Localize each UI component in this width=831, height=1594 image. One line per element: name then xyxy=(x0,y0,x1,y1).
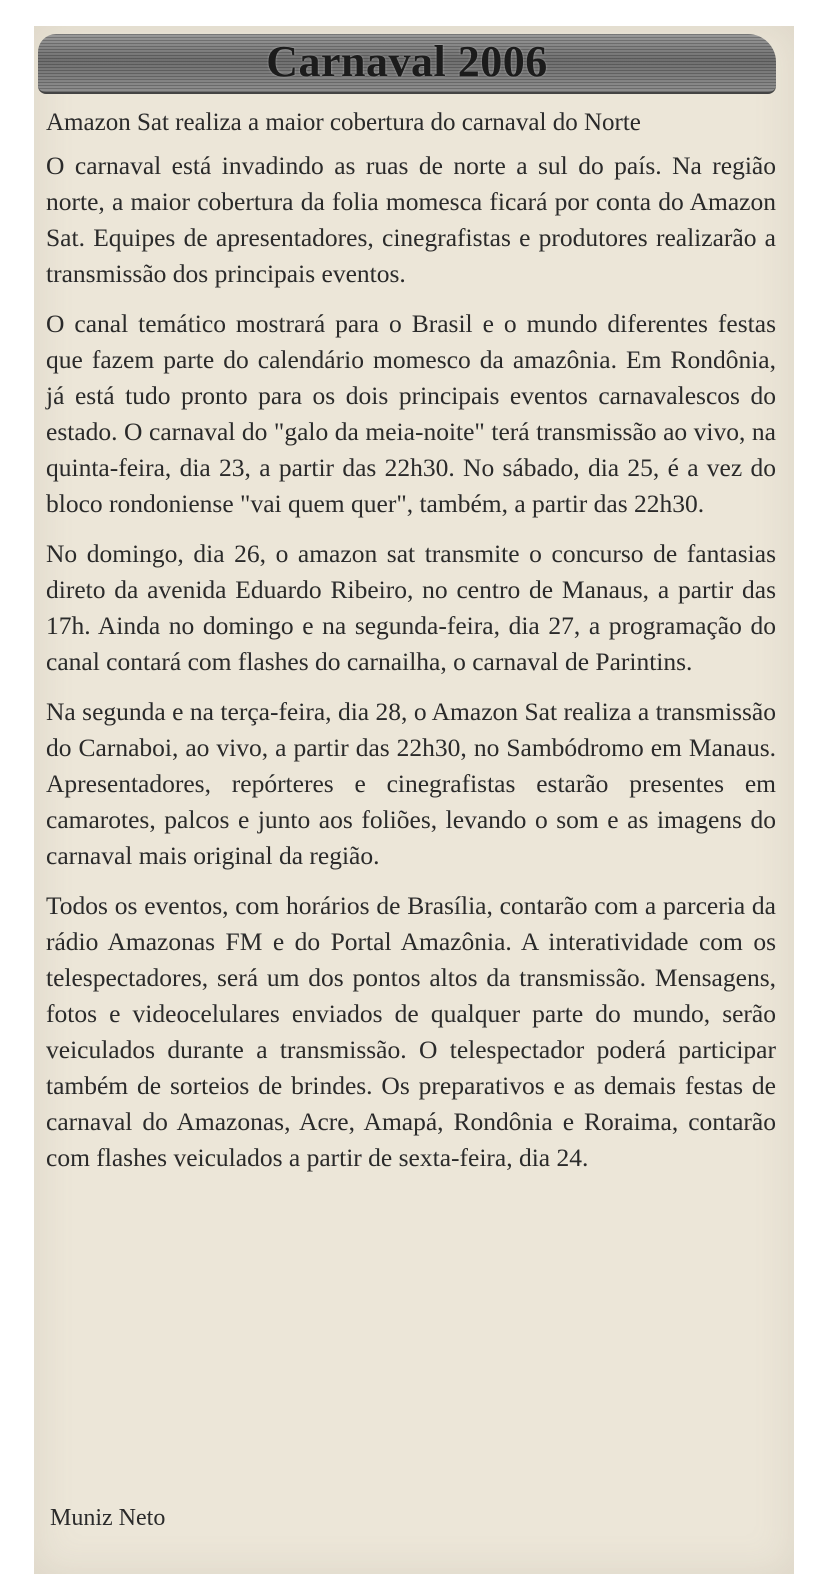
newspaper-clipping xyxy=(34,26,794,1574)
section-title: Carnaval 2006 xyxy=(266,37,548,86)
headline: Amazon Sat realiza a maior cobertura do carnaval do Norte xyxy=(46,109,641,136)
paragraph-3: No domingo, dia 26, o amazon sat transmite o concurso de fantasias direto da avenida Eduardo Ribeiro, no centro de Manaus, a partir das 17h. Ainda no domingo e na segunda-feira, dia 27, a programação do canal contará com flashes do carnailha, o carnaval de Parintins. xyxy=(46,539,776,676)
paragraph-5: Todos os eventos, com horários de Brasília, contarão com a parceria da rádio Amazonas FM e do Portal Amazônia. A interatividade com os telespectadores, será um dos pontos altos da transmissão. Mensagens, fotos e videocelulares enviados de qualquer parte do mundo, serão veiculados durante a transmissão. O telespectador poderá participar também de sorteios de brindes. Os preparativos e as demais festas de carnaval do Amazonas, Acre, Amapá, Rondônia e Roraima, contarão com flashes veiculados a partir de sexta-feira, dia 24. xyxy=(46,891,776,1172)
paragraph-1: O carnaval está invadindo as ruas de norte a sul do país. Na região norte, a maior cobertura da folia momesca ficará por conta do Amazon Sat. Equipes de apresentadores, cinegrafistas e produtores realizarão a transmissão dos principais eventos. xyxy=(46,151,776,288)
paragraph-2: O canal temático mostrará para o Brasil e o mundo diferentes festas que fazem parte do calendário momesco da amazônia. Em Rondônia, já está tudo pronto para os dois principais eventos carnavalescos do estado. O carnaval do "galo da meia-noite" terá transmissão ao vivo, na quinta-feira, dia 23, a partir das 22h30. No sábado, dia 25, é a vez do bloco rondoniense "vai quem quer", também, a partir das 22h30. xyxy=(46,309,776,518)
byline: Muniz Neto xyxy=(50,1505,166,1531)
paragraph-4: Na segunda e na terça-feira, dia 28, o Amazon Sat realiza a transmissão do Carnaboi, ao vivo, a partir das 22h30, no Sambódromo em Manaus. Apresentadores, repórteres e cinegrafistas estarão presentes em camarotes, palcos e junto aos foliões, levando o som e as imagens do carnaval mais original da região. xyxy=(46,697,776,870)
article-body xyxy=(46,148,776,1190)
section-banner xyxy=(38,34,776,94)
